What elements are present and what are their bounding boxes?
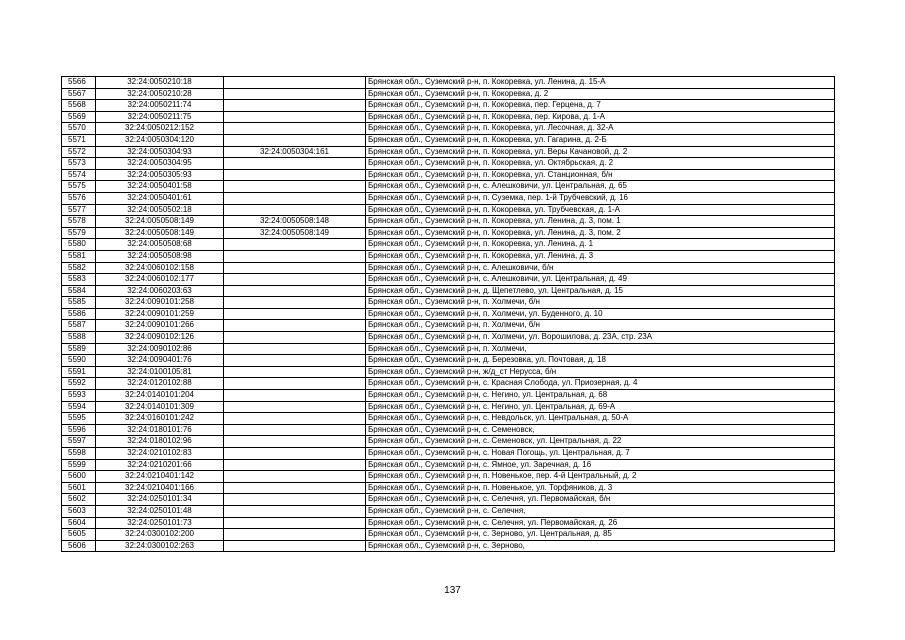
related-cadastral-number-cell [224, 471, 366, 483]
address-cell: Брянская обл., Суземский р-н, п. Холмечи, ул. Ворошилова, д. 23А, стр. 23А [366, 332, 835, 344]
row-number-cell: 5573 [62, 158, 96, 170]
table-row [62, 123, 835, 135]
table-row [62, 436, 835, 448]
row-number-cell: 5595 [62, 413, 96, 425]
related-cadastral-number-cell [224, 123, 366, 135]
row-number-cell: 5601 [62, 482, 96, 494]
related-cadastral-number-cell [224, 192, 366, 204]
table-row [62, 378, 835, 390]
cadastral-number-cell: 32:24:0210401:142 [96, 471, 224, 483]
related-cadastral-number-cell [224, 529, 366, 541]
row-number-cell: 5572 [62, 146, 96, 158]
row-number-cell: 5605 [62, 529, 96, 541]
table-row [62, 297, 835, 309]
cadastral-number-cell: 32:24:0210201:66 [96, 459, 224, 471]
cadastral-number-cell: 32:24:0060102:177 [96, 274, 224, 286]
cadastral-number-cell: 32:24:0120102:88 [96, 378, 224, 390]
table-row [62, 216, 835, 228]
page-number: 137 [444, 585, 461, 596]
address-cell: Брянская обл., Суземский р-н, с. Алешковичи, ул. Центральная, д. 65 [366, 181, 835, 193]
cadastral-number-cell: 32:24:0250101:34 [96, 494, 224, 506]
table-row [62, 100, 835, 112]
address-cell: Брянская обл., Суземский р-н, п. Кокоревка, ул. Ленина, д. 1 [366, 239, 835, 251]
address-cell: Брянская обл., Суземский р-н, п. Кокоревка, пер. Кирова, д. 1-А [366, 111, 835, 123]
address-cell: Брянская обл., Суземский р-н, п. Холмечи, б/н [366, 320, 835, 332]
cadastral-number-cell: 32:24:0050304:93 [96, 146, 224, 158]
table-row [62, 227, 835, 239]
related-cadastral-number-cell [224, 459, 366, 471]
related-cadastral-number-cell [224, 181, 366, 193]
table-row [62, 308, 835, 320]
table-row [62, 459, 835, 471]
row-number-cell: 5599 [62, 459, 96, 471]
cadastral-number-cell: 32:24:0050502:18 [96, 204, 224, 216]
cadastral-number-cell: 32:24:0050211:75 [96, 111, 224, 123]
table-row [62, 471, 835, 483]
cadastral-number-cell: 32:24:0050508:149 [96, 216, 224, 228]
related-cadastral-number-cell [224, 274, 366, 286]
row-number-cell: 5594 [62, 401, 96, 413]
table-row [62, 158, 835, 170]
cadastral-number-cell: 32:24:0050210:18 [96, 77, 224, 89]
table-row [62, 448, 835, 460]
row-number-cell: 5584 [62, 285, 96, 297]
table-row [62, 88, 835, 100]
related-cadastral-number-cell [224, 436, 366, 448]
row-number-cell: 5571 [62, 134, 96, 146]
row-number-cell: 5581 [62, 250, 96, 262]
row-number-cell: 5582 [62, 262, 96, 274]
row-number-cell: 5575 [62, 181, 96, 193]
table-row [62, 424, 835, 436]
cadastral-number-cell: 32:24:0090401:76 [96, 355, 224, 367]
row-number-cell: 5580 [62, 239, 96, 251]
table-row [62, 250, 835, 262]
table-row [62, 111, 835, 123]
cadastral-number-cell: 32:24:0140101:309 [96, 401, 224, 413]
related-cadastral-number-cell [224, 494, 366, 506]
cadastral-number-cell: 32:24:0090101:259 [96, 308, 224, 320]
table-row [62, 517, 835, 529]
table-row [62, 146, 835, 158]
address-cell: Брянская обл., Суземский р-н, п. Новенькое, пер. 4-й Центральный, д. 2 [366, 471, 835, 483]
row-number-cell: 5591 [62, 366, 96, 378]
row-number-cell: 5603 [62, 505, 96, 517]
row-number-cell: 5570 [62, 123, 96, 135]
related-cadastral-number-cell: 32:24:0050508:148 [224, 216, 366, 228]
registry-table [61, 76, 835, 552]
row-number-cell: 5567 [62, 88, 96, 100]
address-cell: Брянская обл., Суземский р-н, с. Негино, ул. Центральная, д. 68 [366, 390, 835, 402]
row-number-cell: 5606 [62, 540, 96, 552]
table-row [62, 343, 835, 355]
address-cell: Брянская обл., Суземский р-н, п. Кокоревка, ул. Ленина, д. 3 [366, 250, 835, 262]
address-cell: Брянская обл., Суземский р-н, с. Селечня, ул. Первомайская, д. 26 [366, 517, 835, 529]
related-cadastral-number-cell [224, 297, 366, 309]
address-cell: Брянская обл., Суземский р-н, ж/д_ст Неруссa, б/н [366, 366, 835, 378]
address-cell: Брянская обл., Суземский р-н, п. Кокоревка, ул. Лесочная, д. 32-А [366, 123, 835, 135]
address-cell: Брянская обл., Суземский р-н, п. Холмечи, [366, 343, 835, 355]
cadastral-number-cell: 32:24:0050401:61 [96, 192, 224, 204]
table-row [62, 540, 835, 552]
related-cadastral-number-cell [224, 401, 366, 413]
address-cell: Брянская обл., Суземский р-н, с. Семеновск, ул. Центральная, д. 22 [366, 436, 835, 448]
cadastral-number-cell: 32:24:0050508:98 [96, 250, 224, 262]
row-number-cell: 5593 [62, 390, 96, 402]
related-cadastral-number-cell [224, 332, 366, 344]
cadastral-number-cell: 32:24:0050508:68 [96, 239, 224, 251]
cadastral-number-cell: 32:24:0050210:28 [96, 88, 224, 100]
table-row [62, 494, 835, 506]
related-cadastral-number-cell [224, 77, 366, 89]
cadastral-number-cell: 32:24:0140101:204 [96, 390, 224, 402]
table-row [62, 413, 835, 425]
related-cadastral-number-cell [224, 204, 366, 216]
table-row [62, 355, 835, 367]
related-cadastral-number-cell [224, 448, 366, 460]
cadastral-number-cell: 32:24:0090101:266 [96, 320, 224, 332]
related-cadastral-number-cell [224, 88, 366, 100]
table-row [62, 274, 835, 286]
row-number-cell: 5578 [62, 216, 96, 228]
row-number-cell: 5566 [62, 77, 96, 89]
address-cell: Брянская обл., Суземский р-н, с. Негино, ул. Центральная, д. 69-А [366, 401, 835, 413]
cadastral-number-cell: 32:24:0050305:93 [96, 169, 224, 181]
related-cadastral-number-cell [224, 517, 366, 529]
cadastral-number-cell: 32:24:0060203:63 [96, 285, 224, 297]
address-cell: Брянская обл., Суземский р-н, п. Кокоревка, пер. Герцена, д. 7 [366, 100, 835, 112]
row-number-cell: 5590 [62, 355, 96, 367]
address-cell: Брянская обл., Суземский р-н, п. Холмечи, б/н [366, 297, 835, 309]
address-cell: Брянская обл., Суземский р-н, с. Новая Погощь, ул. Центральная, д. 7 [366, 448, 835, 460]
address-cell: Брянская обл., Суземский р-н, с. Селечня, ул. Первомайская, б/н [366, 494, 835, 506]
related-cadastral-number-cell [224, 482, 366, 494]
address-cell: Брянская обл., Суземский р-н, с. Невдольск, ул. Центральная, д. 50-А [366, 413, 835, 425]
related-cadastral-number-cell [224, 390, 366, 402]
row-number-cell: 5569 [62, 111, 96, 123]
address-cell: Брянская обл., Суземский р-н, с. Алешковичи, ул. Центральная, д. 49 [366, 274, 835, 286]
table-row [62, 169, 835, 181]
related-cadastral-number-cell [224, 239, 366, 251]
address-cell: Брянская обл., Суземский р-н, п. Кокоревка, ул. Веры Качановой, д. 2 [366, 146, 835, 158]
cadastral-number-cell: 32:24:0180102:96 [96, 436, 224, 448]
row-number-cell: 5583 [62, 274, 96, 286]
cadastral-number-cell: 32:24:0050212:152 [96, 123, 224, 135]
related-cadastral-number-cell [224, 366, 366, 378]
address-cell: Брянская обл., Суземский р-н, с. Алешковичи, б/н [366, 262, 835, 274]
address-cell: Брянская обл., Суземский р-н, п. Кокоревка, ул. Ленина, д. 3, пом. 2 [366, 227, 835, 239]
table-row [62, 181, 835, 193]
table-row [62, 285, 835, 297]
table-row [62, 529, 835, 541]
row-number-cell: 5602 [62, 494, 96, 506]
related-cadastral-number-cell [224, 169, 366, 181]
related-cadastral-number-cell: 32:24:0050304:161 [224, 146, 366, 158]
address-cell: Брянская обл., Суземский р-н, п. Кокоревка, ул. Станционная, б/н [366, 169, 835, 181]
table-row [62, 204, 835, 216]
address-cell: Брянская обл., Суземский р-н, с. Зерново, [366, 540, 835, 552]
cadastral-number-cell: 32:24:0050304:120 [96, 134, 224, 146]
table-row [62, 320, 835, 332]
row-number-cell: 5568 [62, 100, 96, 112]
table-row [62, 239, 835, 251]
row-number-cell: 5574 [62, 169, 96, 181]
cadastral-number-cell: 32:24:0210401:166 [96, 482, 224, 494]
address-cell: Брянская обл., Суземский р-н, с. Селечня, [366, 505, 835, 517]
table-row [62, 134, 835, 146]
cadastral-number-cell: 32:24:0050304:95 [96, 158, 224, 170]
related-cadastral-number-cell [224, 413, 366, 425]
address-cell: Брянская обл., Суземский р-н, п. Кокоревка, ул. Ленина, д. 15-А [366, 77, 835, 89]
table-row [62, 77, 835, 89]
related-cadastral-number-cell [224, 111, 366, 123]
table-row [62, 390, 835, 402]
cadastral-number-cell: 32:24:0050508:149 [96, 227, 224, 239]
related-cadastral-number-cell [224, 250, 366, 262]
table-row [62, 482, 835, 494]
row-number-cell: 5598 [62, 448, 96, 460]
address-cell: Брянская обл., Суземский р-н, п. Суземка, пер. 1-й Трубчевский, д. 16 [366, 192, 835, 204]
related-cadastral-number-cell [224, 540, 366, 552]
related-cadastral-number-cell [224, 308, 366, 320]
table-row [62, 332, 835, 344]
table-row [62, 366, 835, 378]
address-cell: Брянская обл., Суземский р-н, с. Семеновск, [366, 424, 835, 436]
related-cadastral-number-cell [224, 262, 366, 274]
table-row [62, 505, 835, 517]
address-cell: Брянская обл., Суземский р-н, с. Ямное, ул. Заречная, д. 16 [366, 459, 835, 471]
table-row [62, 262, 835, 274]
row-number-cell: 5577 [62, 204, 96, 216]
cadastral-number-cell: 32:24:0060102:158 [96, 262, 224, 274]
related-cadastral-number-cell [224, 158, 366, 170]
address-cell: Брянская обл., Суземский р-н, с. Зерново, ул. Центральная, д. 85 [366, 529, 835, 541]
row-number-cell: 5592 [62, 378, 96, 390]
related-cadastral-number-cell [224, 505, 366, 517]
related-cadastral-number-cell [224, 320, 366, 332]
related-cadastral-number-cell [224, 343, 366, 355]
row-number-cell: 5589 [62, 343, 96, 355]
address-cell: Брянская обл., Суземский р-н, п. Новенькое, ул. Торфяников, д. 3 [366, 482, 835, 494]
registry-table-body [62, 77, 835, 552]
address-cell: Брянская обл., Суземский р-н, д. Березовка, ул. Почтовая, д. 18 [366, 355, 835, 367]
table-row [62, 192, 835, 204]
address-cell: Брянская обл., Суземский р-н, д. Щепетлево, ул. Центральная, д. 15 [366, 285, 835, 297]
related-cadastral-number-cell [224, 424, 366, 436]
row-number-cell: 5597 [62, 436, 96, 448]
address-cell: Брянская обл., Суземский р-н, п. Кокоревка, ул. Октябрьская, д. 2 [366, 158, 835, 170]
related-cadastral-number-cell [224, 378, 366, 390]
row-number-cell: 5586 [62, 308, 96, 320]
address-cell: Брянская обл., Суземский р-н, п. Холмечи, ул. Буденного, д. 10 [366, 308, 835, 320]
row-number-cell: 5587 [62, 320, 96, 332]
related-cadastral-number-cell: 32:24:0050508:149 [224, 227, 366, 239]
row-number-cell: 5600 [62, 471, 96, 483]
cadastral-number-cell: 32:24:0090102:126 [96, 332, 224, 344]
cadastral-number-cell: 32:24:0300102:263 [96, 540, 224, 552]
cadastral-number-cell: 32:24:0160101:242 [96, 413, 224, 425]
cadastral-number-cell: 32:24:0050401:58 [96, 181, 224, 193]
row-number-cell: 5576 [62, 192, 96, 204]
cadastral-number-cell: 32:24:0090101:258 [96, 297, 224, 309]
row-number-cell: 5604 [62, 517, 96, 529]
cadastral-number-cell: 32:24:0100105:81 [96, 366, 224, 378]
related-cadastral-number-cell [224, 285, 366, 297]
cadastral-number-cell: 32:24:0250101:48 [96, 505, 224, 517]
address-cell: Брянская обл., Суземский р-н, с. Красная Слобода, ул. Приозерная, д. 4 [366, 378, 835, 390]
cadastral-number-cell: 32:24:0090102:86 [96, 343, 224, 355]
cadastral-number-cell: 32:24:0210102:83 [96, 448, 224, 460]
cadastral-number-cell: 32:24:0300102:200 [96, 529, 224, 541]
row-number-cell: 5588 [62, 332, 96, 344]
row-number-cell: 5585 [62, 297, 96, 309]
cadastral-number-cell: 32:24:0250101:73 [96, 517, 224, 529]
related-cadastral-number-cell [224, 100, 366, 112]
table-row [62, 401, 835, 413]
cadastral-number-cell: 32:24:0180101:76 [96, 424, 224, 436]
address-cell: Брянская обл., Суземский р-н, п. Кокоревка, ул. Гагарина, д. 2-Б [366, 134, 835, 146]
address-cell: Брянская обл., Суземский р-н, п. Кокоревка, ул. Ленина, д. 3, пом. 1 [366, 216, 835, 228]
address-cell: Брянская обл., Суземский р-н, п. Кокоревка, ул. Трубчевская, д. 1-А [366, 204, 835, 216]
cadastral-number-cell: 32:24:0050211:74 [96, 100, 224, 112]
row-number-cell: 5596 [62, 424, 96, 436]
address-cell: Брянская обл., Суземский р-н, п. Кокоревка, д. 2 [366, 88, 835, 100]
row-number-cell: 5579 [62, 227, 96, 239]
related-cadastral-number-cell [224, 355, 366, 367]
related-cadastral-number-cell [224, 134, 366, 146]
